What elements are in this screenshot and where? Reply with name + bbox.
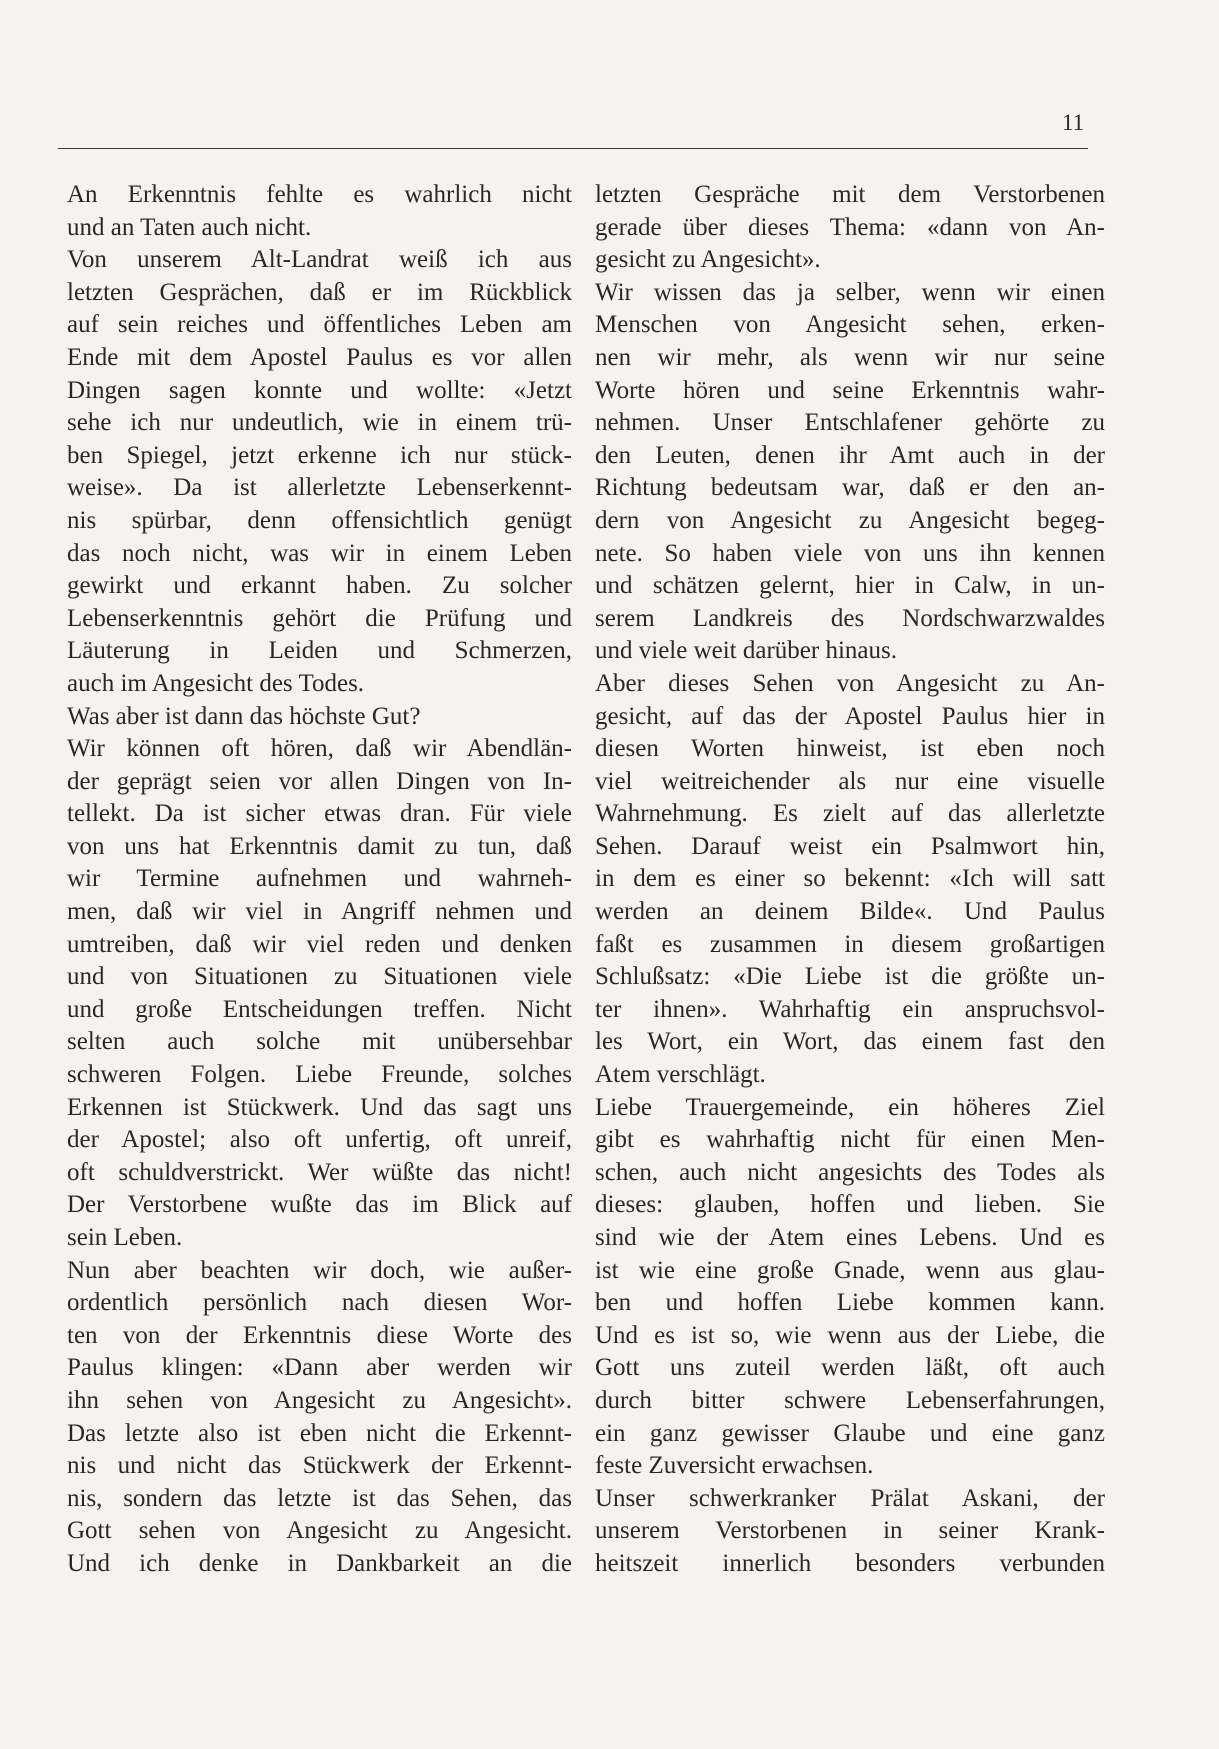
- text-line: Worte hören und seine Erkenntnis wahr-: [595, 376, 1105, 404]
- text-line: Läuterung in Leiden und Schmerzen,: [67, 637, 572, 665]
- text-line: selten auch solche mit unübersehbar: [67, 1028, 572, 1056]
- text-line: nis, sondern das letzte ist das Sehen, das: [67, 1484, 572, 1512]
- text-line: An Erkenntnis fehlte es wahrlich nicht: [67, 181, 572, 208]
- text-line: ist wie eine große Gnade, wenn aus glau-: [595, 1256, 1105, 1284]
- text-line: Liebe Trauergemeinde, ein höheres Ziel: [595, 1093, 1105, 1121]
- text-line: ordentlich persönlich nach diesen Wor-: [67, 1289, 572, 1317]
- text-line: gerade über dieses Thema: «dann von An-: [595, 213, 1105, 241]
- text-line: ein ganz gewisser Glaube und eine ganz: [595, 1419, 1105, 1447]
- text-line: Gott sehen von Angesicht zu Angesicht.: [67, 1517, 572, 1545]
- text-line: Der Verstorbene wußte das im Blick auf: [67, 1191, 572, 1219]
- text-line: weise». Da ist allerletzte Lebenserkennt-: [67, 474, 572, 502]
- text-line: feste Zuversicht erwachsen.: [595, 1452, 874, 1480]
- text-line: viel weitreichender als nur eine visuelle: [595, 767, 1105, 795]
- text-line: und große Entscheidungen treffen. Nicht: [67, 995, 572, 1023]
- text-line: sehe ich nur undeutlich, wie in einem trü-: [67, 409, 572, 437]
- text-line: durch bitter schwere Lebenserfahrungen,: [595, 1386, 1105, 1414]
- text-line: Von unserem Alt-Landrat weiß ich aus: [67, 246, 572, 274]
- text-line: letzten Gespräche mit dem Verstorbenen: [595, 181, 1105, 208]
- text-line: nis spürbar, denn offensichtlich genügt: [67, 506, 572, 534]
- text-line: Gott uns zuteil werden läßt, oft auch: [595, 1354, 1105, 1382]
- text-line: umtreiben, daß wir viel reden und denken: [67, 930, 572, 958]
- text-line: nen wir mehr, als wenn wir nur seine: [595, 343, 1105, 371]
- text-line: diesen Worten hinweist, ist eben noch: [595, 735, 1105, 763]
- text-line: und von Situationen zu Situationen viele: [67, 963, 572, 991]
- text-line: Richtung bedeutsam war, daß er den an-: [595, 474, 1105, 502]
- text-line: und schätzen gelernt, hier in Calw, in un-: [595, 572, 1105, 600]
- text-line: Paulus klingen: «Dann aber werden wir: [67, 1354, 572, 1382]
- text-line: Was aber ist dann das höchste Gut?: [67, 702, 421, 730]
- text-line: tellekt. Da ist sicher etwas dran. Für viele: [67, 800, 572, 828]
- text-line: oft schuldverstrickt. Wer wüßte das nicht!: [67, 1158, 572, 1186]
- text-line: ben und hoffen Liebe kommen kann.: [595, 1289, 1105, 1317]
- text-line: Schlußsatz: «Die Liebe ist die größte un-: [595, 963, 1105, 991]
- text-line: Und ich denke in Dankbarkeit an die: [67, 1549, 572, 1577]
- text-line: Lebenserkenntnis gehört die Prüfung und: [67, 604, 572, 632]
- text-line: letzten Gesprächen, daß er im Rückblick: [67, 278, 572, 306]
- text-line: wir Termine aufnehmen und wahrneh-: [67, 865, 572, 893]
- text-line: nete. So haben viele von uns ihn kennen: [595, 539, 1105, 567]
- text-line: das noch nicht, was wir in einem Leben: [67, 539, 572, 567]
- text-line: schen, auch nicht angesichts des Todes als: [595, 1158, 1105, 1186]
- text-line: ten von der Erkenntnis diese Worte des: [67, 1321, 572, 1349]
- text-line: nehmen. Unser Entschlafener gehörte zu: [595, 409, 1105, 437]
- text-line: dieses: glauben, hoffen und lieben. Sie: [595, 1191, 1105, 1219]
- text-line: Atem verschlägt.: [595, 1061, 766, 1089]
- text-line: Menschen von Angesicht sehen, erken-: [595, 311, 1105, 339]
- text-line: les Wort, ein Wort, das einem fast den: [595, 1028, 1105, 1056]
- text-line: gewirkt und erkannt haben. Zu solcher: [67, 572, 572, 600]
- text-line: Erkennen ist Stückwerk. Und das sagt uns: [67, 1093, 572, 1121]
- text-line: gibt es wahrhaftig nicht für einen Men-: [595, 1126, 1105, 1154]
- header-rule: [58, 148, 1088, 149]
- text-line: Wahrnehmung. Es zielt auf das allerletzte: [595, 800, 1105, 828]
- text-line: sein Leben.: [67, 1224, 183, 1251]
- text-line: Und es ist so, wie wenn aus der Liebe, die: [595, 1321, 1105, 1349]
- text-line: Aber dieses Sehen von Angesicht zu An-: [595, 669, 1105, 697]
- text-line: nis und nicht das Stückwerk der Erkennt-: [67, 1452, 572, 1480]
- text-line: gesicht, auf das der Apostel Paulus hier in: [595, 702, 1105, 730]
- text-line: serem Landkreis des Nordschwarzwaldes: [595, 604, 1105, 632]
- page-number: 11: [1062, 110, 1085, 135]
- text-line: und an Taten auch nicht.: [67, 213, 312, 241]
- text-line: Wir können oft hören, daß wir Abendlän-: [67, 735, 572, 763]
- text-line: der geprägt seien vor allen Dingen von In-: [67, 767, 572, 795]
- text-line: ter ihnen». Wahrhaftig ein anspruchsvol-: [595, 995, 1105, 1023]
- text-line: Wir wissen das ja selber, wenn wir einen: [595, 278, 1105, 306]
- text-line: werden an deinem Bilde«. Und Paulus: [595, 898, 1105, 926]
- text-line: dern von Angesicht zu Angesicht begeg-: [595, 506, 1105, 534]
- text-line: Das letzte also ist eben nicht die Erkennt-: [67, 1419, 572, 1447]
- text-line: Dingen sagen konnte und wollte: «Jetzt: [67, 376, 572, 404]
- text-line: Ende mit dem Apostel Paulus es vor allen: [67, 343, 572, 371]
- text-line: heitszeit innerlich besonders verbunden: [595, 1549, 1105, 1577]
- text-line: den Leuten, denen ihr Amt auch in der: [595, 441, 1105, 469]
- text-line: und viele weit darüber hinaus.: [595, 637, 897, 665]
- right-text-column: [595, 179, 1105, 1581]
- text-line: gesicht zu Angesicht».: [595, 246, 821, 274]
- left-text-column: [67, 179, 572, 1581]
- text-line: ihn sehen von Angesicht zu Angesicht».: [67, 1386, 572, 1414]
- text-line: ben Spiegel, jetzt erkenne ich nur stück-: [67, 441, 572, 469]
- text-line: men, daß wir viel in Angriff nehmen und: [67, 898, 572, 926]
- text-line: faßt es zusammen in diesem großartigen: [595, 930, 1105, 958]
- text-line: in dem es einer so bekennt: «Ich will satt: [595, 865, 1105, 893]
- text-line: sind wie der Atem eines Lebens. Und es: [595, 1224, 1105, 1251]
- text-line: auch im Angesicht des Todes.: [67, 669, 365, 697]
- text-line: der Apostel; also oft unfertig, oft unreif,: [67, 1126, 572, 1154]
- text-line: schweren Folgen. Liebe Freunde, solches: [67, 1061, 572, 1089]
- text-line: Nun aber beachten wir doch, wie außer-: [67, 1256, 572, 1284]
- text-line: auf sein reiches und öffentliches Leben am: [67, 311, 572, 339]
- text-line: von uns hat Erkenntnis damit zu tun, daß: [67, 832, 572, 860]
- text-line: unserem Verstorbenen in seiner Krank-: [595, 1517, 1105, 1545]
- text-line: Unser schwerkranker Prälat Askani, der: [595, 1484, 1105, 1512]
- text-line: Sehen. Darauf weist ein Psalmwort hin,: [595, 832, 1105, 860]
